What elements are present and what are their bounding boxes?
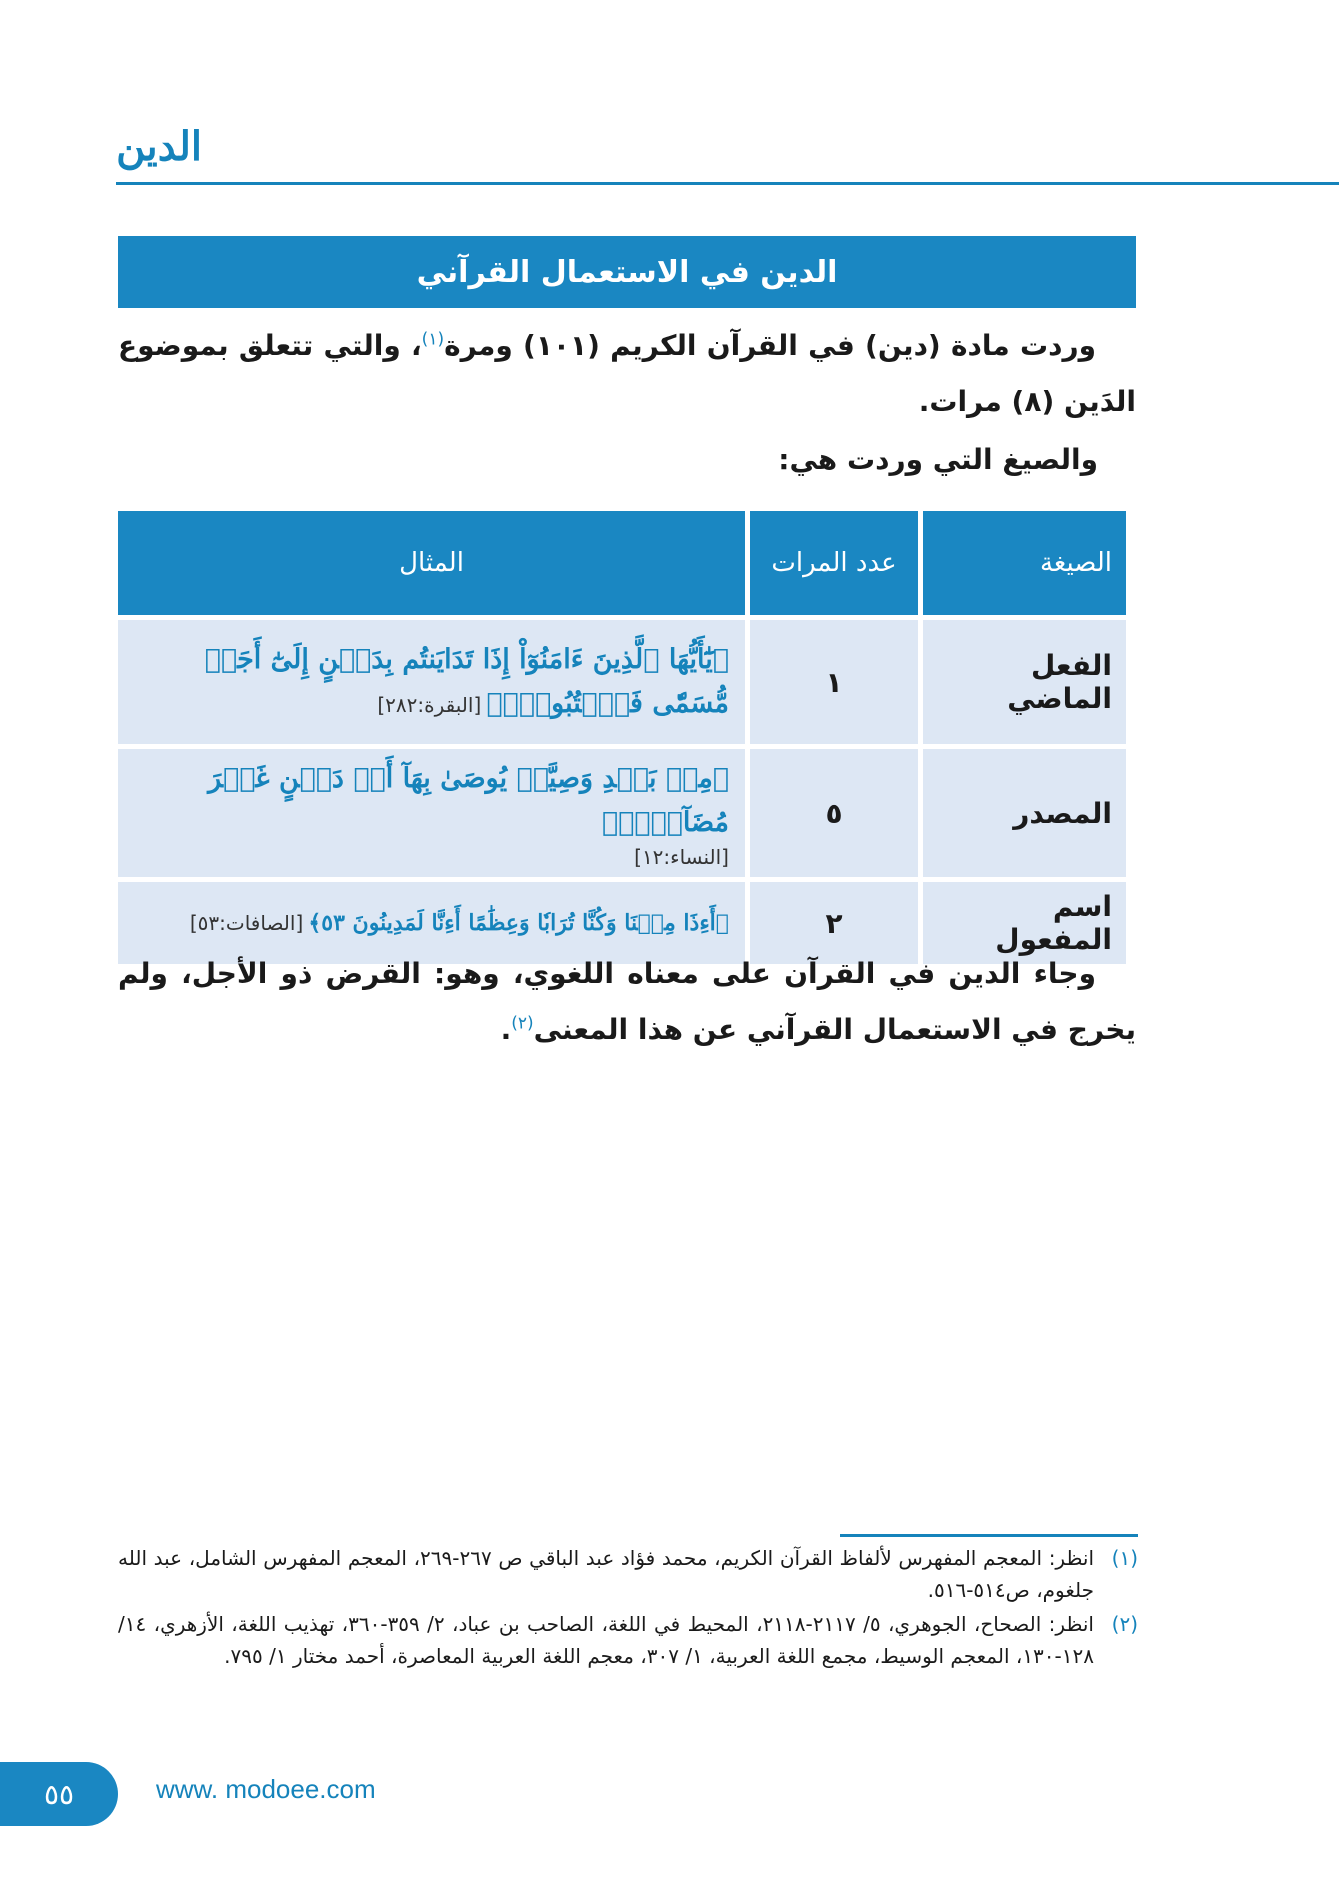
footnote-number: (٢) xyxy=(1111,1612,1138,1636)
count-cell: ٢ xyxy=(750,882,918,964)
verse-text: ﴿أَءِذَا مِتۡنَا وَكُنَّا تُرَابٗا وَعِظَٰمًا أَءِنَّا لَمَدِينُونَ ٥٣﴾ xyxy=(308,910,729,936)
conclusion-paragraph xyxy=(118,946,1136,1058)
intro-paragraph xyxy=(118,318,1136,430)
footnote-separator xyxy=(840,1534,1138,1537)
table-header-row xyxy=(118,511,1126,615)
header-form: الصيغة xyxy=(923,511,1126,615)
footnote-text: انظر: المعجم المفهرس لألفاظ القرآن الكريم، محمد فؤاد عبد الباقي ص ٢٦٧-٢٦٩، المعجم المفهرس الشامل، عبد الله جلغوم، ص٥١٤-٥١٦. xyxy=(118,1546,1094,1602)
footnote-ref-1[interactable]: (١) xyxy=(421,329,445,350)
verse-reference: [الصافات:٥٣] xyxy=(189,911,304,935)
conclusion-paragraph-text-b: . xyxy=(500,1013,512,1046)
page-number: ٥٥ xyxy=(0,1762,118,1826)
running-header-title: الدين xyxy=(116,123,202,170)
footnotes xyxy=(118,1542,1138,1674)
footnote-item xyxy=(118,1608,1138,1672)
count-cell: ١ xyxy=(750,620,918,744)
header-rule xyxy=(116,182,1339,185)
intro-paragraph-text-a: وردت مادة (دين) في القرآن الكريم (١٠١) ومرة xyxy=(444,329,1097,362)
example-cell xyxy=(118,749,745,877)
table-row xyxy=(118,749,1126,877)
conclusion-paragraph-text-a: وجاء الدين في القرآن على معناه اللغوي، وهو: القرض ذو الأجل، ولم يخرج في الاستعمال القرآني عن هذا المعنى xyxy=(118,957,1136,1046)
verse-reference: [النساء:١٢] xyxy=(634,845,729,869)
footnote-text: انظر: الصحاح، الجوهري، ٥/ ٢١١٧-٢١١٨، المحيط في اللغة، الصاحب بن عباد، ٢/ ٣٥٩-٣٦٠، تهذيب اللغة، الأزهري، ١٤/ ١٢٨-١٣٠، المعجم الوسيط، مجمع اللغة العربية، ١/ ٣٠٧، معجم اللغة العربية المعاصرة، أحمد مختار ١/ ٧٩٥. xyxy=(118,1612,1094,1668)
example-cell xyxy=(118,620,745,744)
verse-text: ﴿يَٰٓأَيُّهَا ٱلَّذِينَ ءَامَنُوٓاْ إِذَا تَدَايَنتُم بِدَيۡنٍ إِلَىٰٓ أَجَلٖ مُّسَمّٗى فَٱكۡتُبُوهُۚ﴾ xyxy=(204,644,729,719)
verse-reference: [البقرة:٢٨٢] xyxy=(377,693,482,717)
header-example: المثال xyxy=(118,511,745,615)
form-cell: الفعل الماضي xyxy=(923,620,1126,744)
intro-paragraph-text-b: ، والتي تتعلق بموضوع الدَين (٨) مرات. xyxy=(118,329,1136,418)
site-url[interactable]: www. modoee.com xyxy=(156,1774,376,1804)
forms-intro: والصيغ التي وردت هي: xyxy=(778,443,1098,476)
count-cell: ٥ xyxy=(750,749,918,877)
footnote-ref-2[interactable]: (٢) xyxy=(511,1013,534,1034)
form-cell: اسم المفعول xyxy=(923,882,1126,964)
footnote-item xyxy=(118,1542,1138,1606)
header-count: عدد المرات xyxy=(750,511,918,615)
section-title: الدين في الاستعمال القرآني xyxy=(118,236,1136,308)
form-cell: المصدر xyxy=(923,749,1126,877)
table-row xyxy=(118,620,1126,744)
word-forms-table xyxy=(113,506,1131,969)
footnote-number: (١) xyxy=(1111,1546,1138,1570)
verse-text: ﴿مِنۢ بَعۡدِ وَصِيَّةٖ يُوصَىٰ بِهَآ أَوۡ دَيۡنٍ غَيۡرَ مُضَآرّٖۚ﴾ xyxy=(208,763,729,838)
